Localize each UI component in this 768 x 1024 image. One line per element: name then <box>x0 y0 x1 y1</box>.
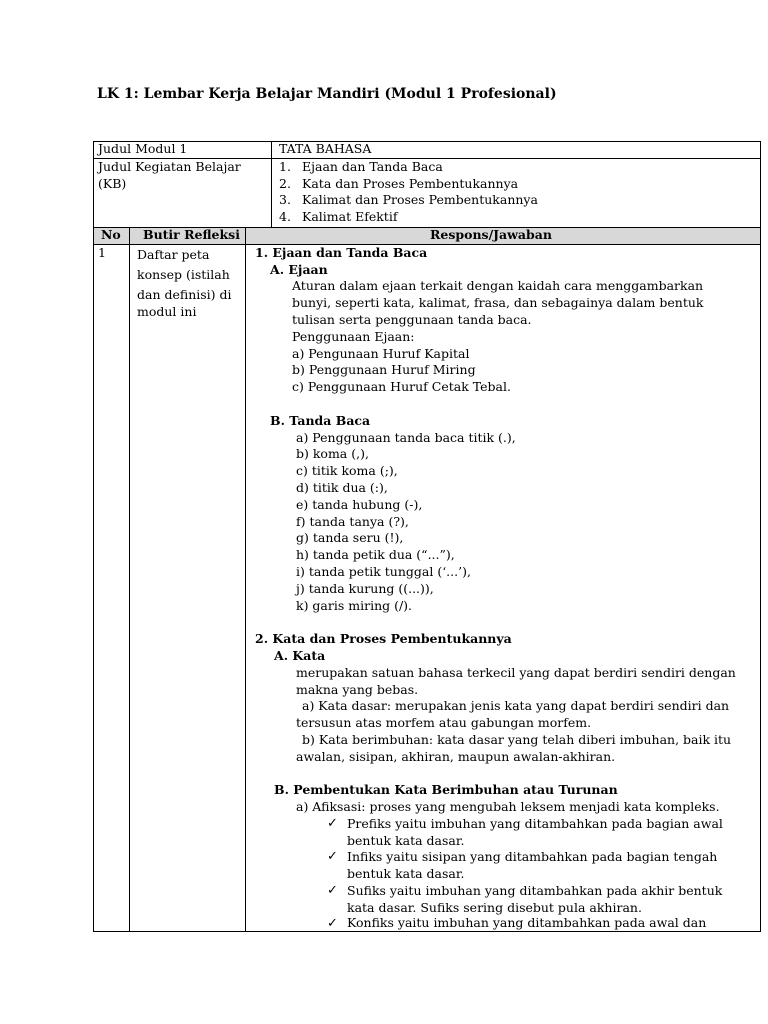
list-item: i) tanda petik tunggal (‘...’), <box>296 564 471 579</box>
list-item: f) tanda tanya (?), <box>296 514 409 529</box>
paragraph-line: Penggunaan Ejaan: <box>292 329 415 344</box>
list-item: e) tanda hubung (-), <box>296 497 423 512</box>
list-item: c) Penggunaan Huruf Cetak Tebal. <box>292 379 511 394</box>
check-item-line: bentuk kata dasar. <box>347 866 465 881</box>
butir-line: dan definisi) di <box>137 287 232 302</box>
kb-item-number: 4. <box>279 209 291 224</box>
paragraph-line: Aturan dalam ejaan terkait dengan kaidah cara menggambarkan <box>292 278 704 293</box>
list-item: a) Penggunaan tanda baca titik (.), <box>296 430 516 445</box>
section-1b-title: B. Tanda Baca <box>270 413 371 428</box>
list-item: c) titik koma (;), <box>296 463 398 478</box>
kb-item-label: Kalimat Efektif <box>302 209 398 224</box>
check-item-line: Sufiks yaitu imbuhan yang ditambahkan pada akhir bentuk <box>347 883 723 898</box>
list-item: b) koma (,), <box>296 446 369 461</box>
document-title: LK 1: Lembar Kerja Belajar Mandiri (Modul 1 Profesional) <box>97 86 557 102</box>
check-item-line: Infiks yaitu sisipan yang ditambahkan pada bagian tengah <box>347 849 718 864</box>
kb-item-number: 3. <box>279 192 291 207</box>
list-item: a) Pengunaan Huruf Kapital <box>292 346 470 361</box>
list-item: j) tanda kurung ((...)), <box>296 581 434 596</box>
header-butir-refleksi: Butir Refleksi <box>143 227 240 242</box>
paragraph-line: merupakan satuan bahasa terkecil yang dapat berdiri sendiri dengan <box>296 665 736 680</box>
checkmark-icon: ✓ <box>327 849 338 864</box>
kb-item-label: Kata dan Proses Pembentukannya <box>302 176 519 191</box>
kb-label: Judul Kegiatan Belajar <box>98 159 241 174</box>
check-item-line: Prefiks yaitu imbuhan yang ditambahkan pada bagian awal <box>347 816 723 831</box>
section-2-title: 2. Kata dan Proses Pembentukannya <box>255 631 512 646</box>
check-item-line: kata dasar. Sufiks sering disebut pula akhiran. <box>347 900 642 915</box>
checkmark-icon: ✓ <box>327 816 338 831</box>
kb-item-label: Ejaan dan Tanda Baca <box>302 159 443 174</box>
paragraph-line: makna yang bebas. <box>296 682 419 697</box>
list-item: g) tanda seru (!), <box>296 530 404 545</box>
modul-value: TATA BAHASA <box>279 141 372 156</box>
checkmark-icon: ✓ <box>327 883 338 898</box>
section-2a-title: A. Kata <box>274 648 326 663</box>
list-item: tersusun atas morfem atau gabungan morfem. <box>296 715 592 730</box>
row-number: 1 <box>98 245 106 260</box>
list-item: b) Kata berimbuhan: kata dasar yang telah diberi imbuhan, baik itu <box>302 732 732 747</box>
butir-line: konsep (istilah <box>137 267 230 282</box>
list-item: a) Kata dasar: merupakan jenis kata yang dapat berdiri sendiri dan <box>302 698 730 713</box>
list-item: d) titik dua (:), <box>296 480 388 495</box>
butir-line: Daftar peta <box>137 247 210 262</box>
butir-line: modul ini <box>137 304 197 319</box>
list-item: k) garis miring (/). <box>296 598 413 613</box>
list-item: h) tanda petik dua (“...”), <box>296 547 455 562</box>
header-respons-jawaban: Respons/Jawaban <box>430 227 552 242</box>
check-item-line: bentuk kata dasar. <box>347 833 465 848</box>
check-item-line: Konfiks yaitu imbuhan yang ditambahkan pada awal dan <box>347 915 707 930</box>
kb-label-abbrev: (KB) <box>98 176 127 191</box>
paragraph-line: bunyi, seperti kata, kalimat, frasa, dan sebagainya dalam bentuk <box>292 295 704 310</box>
paragraph-line: tulisan serta penggunaan tanda baca. <box>292 312 532 327</box>
kb-item-number: 1. <box>279 159 291 174</box>
section-1-title: 1. Ejaan dan Tanda Baca <box>255 245 428 260</box>
list-item: awalan, sisipan, akhiran, maupun awalan-akhiran. <box>296 749 616 764</box>
section-1a-title: A. Ejaan <box>270 262 328 277</box>
kb-item-number: 2. <box>279 176 291 191</box>
checkmark-icon: ✓ <box>327 916 338 931</box>
section-2b-title: B. Pembentukan Kata Berimbuhan atau Turunan <box>274 782 618 797</box>
header-no: No <box>101 227 121 242</box>
list-item: a) Afiksasi: proses yang mengubah leksem menjadi kata kompleks. <box>296 799 720 814</box>
list-item: b) Penggunaan Huruf Miring <box>292 362 476 377</box>
modul-label: Judul Modul 1 <box>98 141 188 156</box>
kb-item-label: Kalimat dan Proses Pembentukannya <box>302 192 538 207</box>
